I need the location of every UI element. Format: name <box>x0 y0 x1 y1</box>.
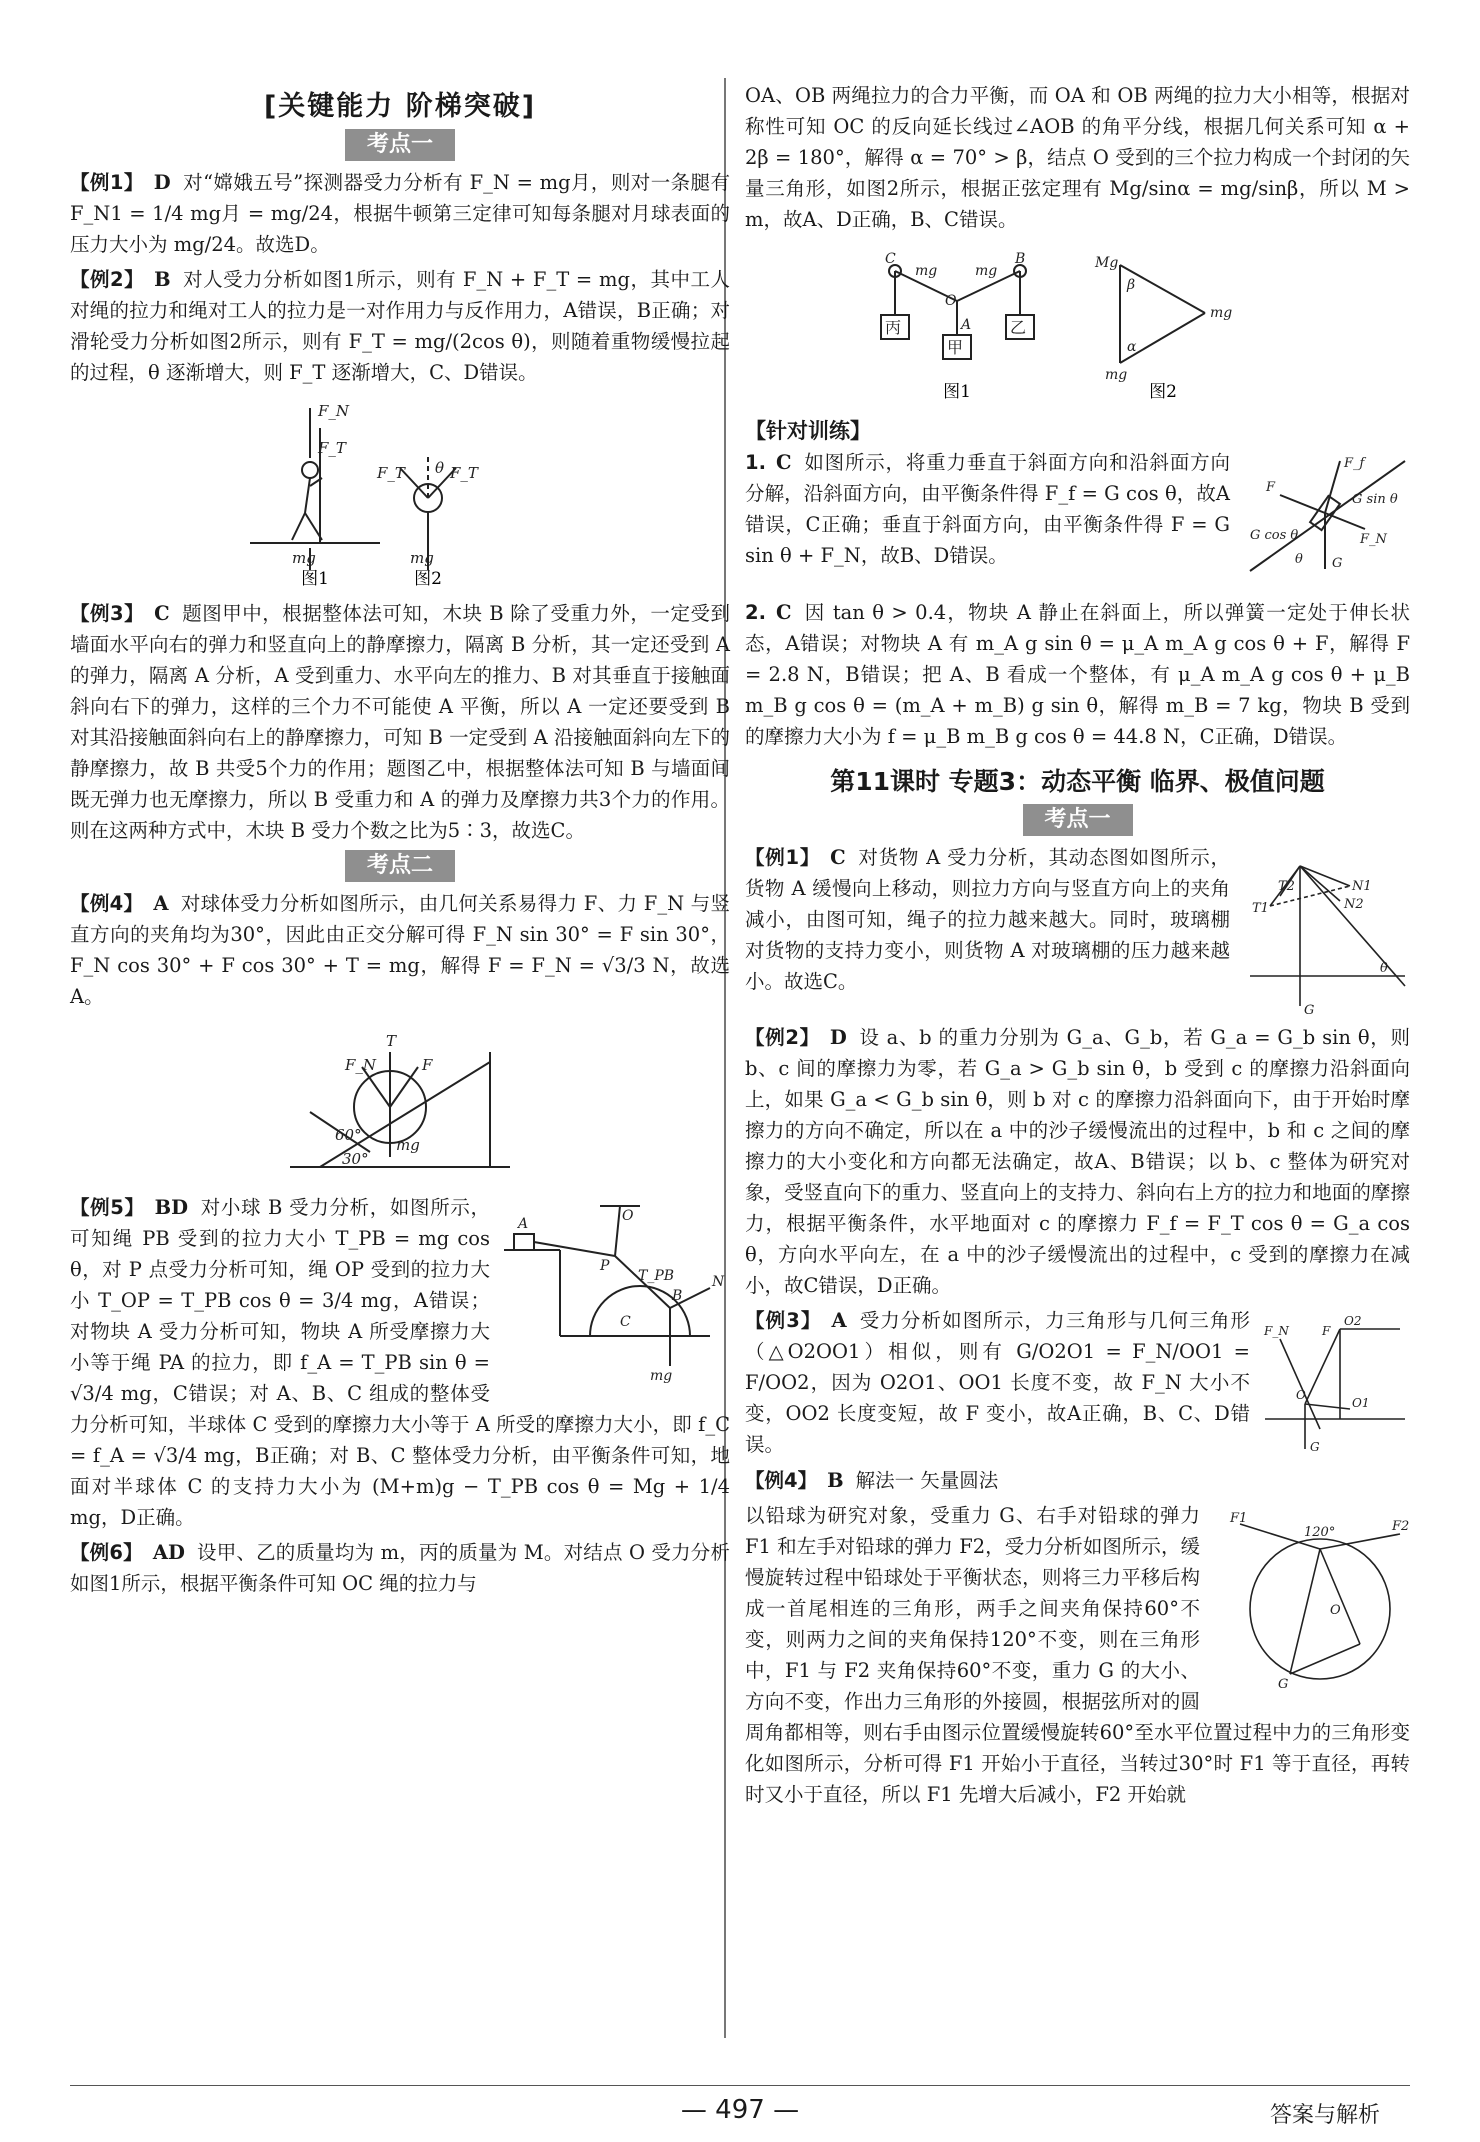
label-t2: T2 <box>1278 879 1295 894</box>
label-theta: θ <box>435 459 445 477</box>
label-Mg: Mg <box>1095 255 1119 271</box>
label-ft-right: F_T <box>450 464 478 482</box>
label-mg-4: mg <box>396 1136 420 1154</box>
label-alpha: α <box>1127 339 1137 355</box>
label-fn-4: F_N <box>345 1056 377 1074</box>
label-tpb: T_PB <box>638 1268 675 1284</box>
label-o-r4: O <box>1330 1603 1341 1618</box>
right-column <box>745 80 1410 1814</box>
page-number: — 497 — <box>680 2095 800 2125</box>
figure-example-6 <box>745 245 1405 405</box>
label-n2: N2 <box>1344 897 1364 912</box>
label-n1: N1 <box>1352 879 1372 894</box>
caption-fig1: 图1 <box>301 569 329 588</box>
figure-example-2 <box>70 398 730 588</box>
label-f2: F2 <box>1392 1519 1410 1534</box>
label-ft: F_T <box>318 439 346 457</box>
label-mg6: mg <box>915 263 938 279</box>
left-column <box>70 80 730 1603</box>
label-g-t1: G <box>1332 556 1343 571</box>
footer-rule <box>70 2085 1410 2086</box>
label-f-4: F <box>422 1056 433 1074</box>
figure-right-example-4 <box>1210 1504 1410 1694</box>
label-mg: mg <box>292 549 316 567</box>
footer-label: 答案与解析 <box>1270 2103 1381 2128</box>
label-o6: O <box>945 293 957 309</box>
label-b: B <box>672 1288 683 1304</box>
lesson-title: 第11课时 专题3：动态平衡 临界、极值问题 <box>830 767 1325 796</box>
label-g-r3: G <box>1310 1440 1320 1454</box>
label-mg6b: mg <box>975 263 998 279</box>
label-o2: O2 <box>1344 1314 1362 1328</box>
right-example-4-head: 【例4】 B 解法一 矢量圆法 <box>745 1469 999 1492</box>
caption-6-fig2: 图2 <box>1149 382 1177 402</box>
training-title: 【针对训练】 <box>745 419 871 443</box>
label-mg-5: mg <box>650 1368 673 1384</box>
right-example-3: 【例3】 A 受力分析如图所示，力三角形与几何三角形（△O2OO1）相似，则有 G/O2O1 = F_N/OO1 = F/OO2，因为 O2O1、OO1 长度不变，故 F_N 大小不变，OO2 长度变短，故 F 变小，故A正确，B、C、D错误。 <box>745 1309 1250 1456</box>
label-g-r1: G <box>1304 1003 1315 1016</box>
example-6: 【例6】 AD 设甲、乙的质量均为 m，丙的质量为 M。对结点 O 受力分析如图1所示，根据平衡条件可知 OC 绳的拉力与 <box>70 1541 730 1595</box>
figure-right-example-1 <box>1240 846 1410 1016</box>
label-gcos: G cos θ <box>1250 528 1299 543</box>
label-ff: F_f <box>1344 456 1365 471</box>
label-c6: C <box>885 251 896 267</box>
label-t1: T1 <box>1252 901 1269 916</box>
label-g-r4: G <box>1278 1677 1289 1692</box>
label-f-r3: F <box>1322 1324 1331 1338</box>
figure-right-example-3 <box>1260 1309 1410 1459</box>
label-fn-t1: F_N <box>1360 532 1387 547</box>
caption-fig2: 图2 <box>414 569 442 588</box>
label-gsin: G sin θ <box>1352 492 1398 507</box>
label-p: P <box>600 1258 610 1274</box>
example-6-continued: OA、OB 两绳拉力的合力平衡，而 OA 和 OB 两绳的拉力大小相等，根据对称性可知 OC 的反向延长线过∠AOB 的角平分线，根据几何关系可知 α + 2β = 180°，解得 α = 70° > β，结点 O 受到的三个拉力构成一个封闭的矢量三角形，如图2所示，根据正弦定理有 Mg/sinα = mg/sinβ，所以 M > m，故A、D正确，B、C错误。 <box>745 84 1410 231</box>
label-f1: F1 <box>1230 1511 1248 1526</box>
label-yi: 乙 <box>1010 318 1027 337</box>
example-3: 【例3】 C 题图甲中，根据整体法可知，木块 B 除了受重力外，一定受到墙面水平向右的弹力和竖直向上的静摩擦力，隔离 B 分析，其一定还受到 A 的弹力，隔离 A 分析，A 受到重力、水平向左的推力、B 对其垂直于接触面斜向右下的弹力，这样的三个力不可能使 A 平衡，所以 A 一定还要受到 B 对其沿接触面斜向右上的静摩擦力，可知 B 一定受到 A 沿接触面斜向左下的静摩擦力，故 B 共受5个力的作用；题图乙中，根据整体法可知 B 与墙面间既无弹力也无摩擦力，所以 B 受重力和 A 的弹力及摩擦力共3个力的作用。则在这两种方式中，木块 B 受力个数之比为5∶3，故选C。 <box>70 602 730 842</box>
label-a: A <box>518 1216 529 1232</box>
label-60: 60° <box>335 1126 362 1144</box>
label-30: 30° <box>342 1150 369 1168</box>
training-1: 1. C 如图所示，将重力垂直于斜面方向和沿斜面方向分解，沿斜面方向，由平衡条件得 F_f = G cos θ，故A错误，C正确；垂直于斜面方向，由平衡条件得 F = G sin θ + F_N，故B、D错误。 <box>745 451 1230 567</box>
training-2: 2. C 因 tan θ > 0.4，物块 A 静止在斜面上，所以弹簧一定处于伸长状态，A错误；对物块 A 有 m_A g sin θ = μ_A m_A g cos θ + F，解得 F = 2.8 N，B错误；把 A、B 看成一个整体，有 μ_A m_A g cos θ + μ_B m_B g cos θ = (m_A + m_B) g sin θ，解得 m_B = 7 kg，物块 B 受到的摩擦力大小为 f = μ_B m_B g cos θ = 44.8 N，C正确，D错误。 <box>745 601 1410 748</box>
example-4: 【例4】 A 对球体受力分析如图所示，由几何关系易得力 F、力 F_N 与竖直方向的夹角均为30°，因此由正交分解可得 F_N sin 30° = F sin 30°，F_N cos 30° + F cos 30° + T = mg，解得 F = F_N = √3/3 N，故选A。 <box>70 892 730 1008</box>
label-mg6c: mg <box>1210 305 1233 321</box>
label-n: N <box>712 1274 725 1290</box>
topic-tag-right: 考点一 <box>1023 804 1133 836</box>
topic-tag-2: 考点二 <box>345 850 455 882</box>
label-f-t1: F <box>1266 480 1276 495</box>
example-5: 【例5】 BD 对小球 B 受力分析，如图所示，可知绳 PB 受到的拉力大小 T_PB = mg cos θ，对 P 点受力分析可知，绳 OP 受到的拉力大小 T_OP = T_PB cos θ = 3/4 mg，A错误；对物块 A 受力分析可知，物块 A 所受摩擦力大小等于绳 PA 的拉力，即 f_A = T_PB sin θ = √3/4 mg，C错误；对 A、B、C 组成的整体受力分析可知，半球体 C 受到的摩擦力大小等于 A 所受的摩擦力大小，即 f_C = f_A = √3/4 mg，B正确；对 B、C 整体受力分析，由平衡条件可知，地面对半球体 C 的支持力大小为 (M+m)g − T_PB cos θ = Mg + 1/4 mg，D正确。 <box>70 1196 730 1529</box>
topic-tag: 考点一 <box>345 129 455 161</box>
label-o-r3: O <box>1296 1388 1306 1402</box>
example-2: 【例2】 B 对人受力分析如图1所示，则有 F_N + F_T = mg，其中工人对绳的拉力和绳对工人的拉力是一对作用力与反作用力，A错误，B正确；对滑轮受力分析如图2所示，则有 F_T = mg/(2cos θ)，则随着重物缓慢拉起的过程，θ 逐渐增大，则 F_T 逐渐增大，C、D错误。 <box>70 268 730 384</box>
label-jia: 甲 <box>947 338 964 357</box>
label-mg-2: mg <box>410 549 434 567</box>
label-c: C <box>620 1314 631 1330</box>
label-120: 120° <box>1304 1525 1336 1540</box>
label-theta-t1: θ <box>1295 552 1303 567</box>
label-o1: O1 <box>1352 1396 1370 1410</box>
label-fn-r3: F_N <box>1264 1324 1289 1338</box>
right-example-1: 【例1】 C 对货物 A 受力分析，其动态图如图所示，货物 A 缓慢向上移动，则拉力方向与竖直方向上的夹角减小，由图可知，绳子的拉力越来越大。同时，玻璃棚对货物的支持力变小，则货物 A 对玻璃棚的压力越来越小。故选C。 <box>745 846 1230 993</box>
label-bing: 丙 <box>885 318 902 337</box>
label-a6: A <box>961 317 972 333</box>
figure-example-4 <box>70 1022 730 1182</box>
label-t: T <box>386 1032 397 1050</box>
label-fn: F_N <box>318 402 350 420</box>
label-mg6d: mg <box>1105 367 1128 383</box>
label-theta-r1: θ <box>1380 961 1388 976</box>
right-example-2: 【例2】 D 设 a、b 的重力分别为 G_a、G_b，若 G_a = G_b sin θ，则 b、c 间的摩擦力为零，若 G_a > G_b sin θ，b 受到 c 的摩擦力沿斜面向上，如果 G_a < G_b sin θ，则 b 对 c 的摩擦力沿斜面向下，由于开始时摩擦力的方向不确定，所以在 a 中的沙子缓慢流出的过程中，b 和 c 之间的摩擦力的大小变化和方向都无法确定，故A、B错误；以 b、c 整体为研究对象，受竖直向下的重力、竖直向上的支持力、斜向右上方的拉力和地面的摩擦力，根据平衡条件，水平地面对 c 的摩擦力 F_f = F_T cos θ = G_a cos θ，方向水平向左，在 a 中的沙子缓慢流出的过程中，c 受到的摩擦力在减小，故C错误，D正确。 <box>745 1026 1410 1297</box>
label-ft-left: F_T <box>377 464 405 482</box>
caption-6-fig1: 图1 <box>943 382 971 402</box>
label-beta: β <box>1127 277 1136 293</box>
label-b6: B <box>1015 251 1026 267</box>
figure-training-1 <box>1240 451 1410 591</box>
figure-example-5 <box>500 1196 730 1386</box>
label-o: O <box>622 1208 634 1224</box>
right-example-4: 以铅球为研究对象，受重力 G、右手对铅球的弹力 F1 和左手对铅球的弹力 F2，受力分析如图所示，缓慢旋转过程中铅球处于平衡状态，则将三力平移后构成一首尾相连的三角形，两手之间夹角保持60°不变，则两力之间的夹角保持120°不变，则在三角形中，F1 与 F2 夹角保持60°不变，重力 G 的大小、方向不变，作出力三角形的外接圆，根据弦所对的圆周角都相等，则右手由图示位置缓慢旋转60°至水平位置过程中力的三角形变化如图所示，分析可得 F1 开始小于直径，当转过30°时 F1 等于直径，再转时又小于直径，所以 F1 先增大后减小，F2 开始就 <box>745 1504 1410 1806</box>
example-1: 【例1】 D 对“嫦娥五号”探测器受力分析有 F_N = mg月，则对一条腿有 F_N1 = 1/4 mg月 = mg/24，根据牛顿第三定律可知每条腿对月球表面的压力大小为 mg/24。故选D。 <box>70 171 730 256</box>
section-title: [关键能力 阶梯突破] <box>263 91 537 122</box>
